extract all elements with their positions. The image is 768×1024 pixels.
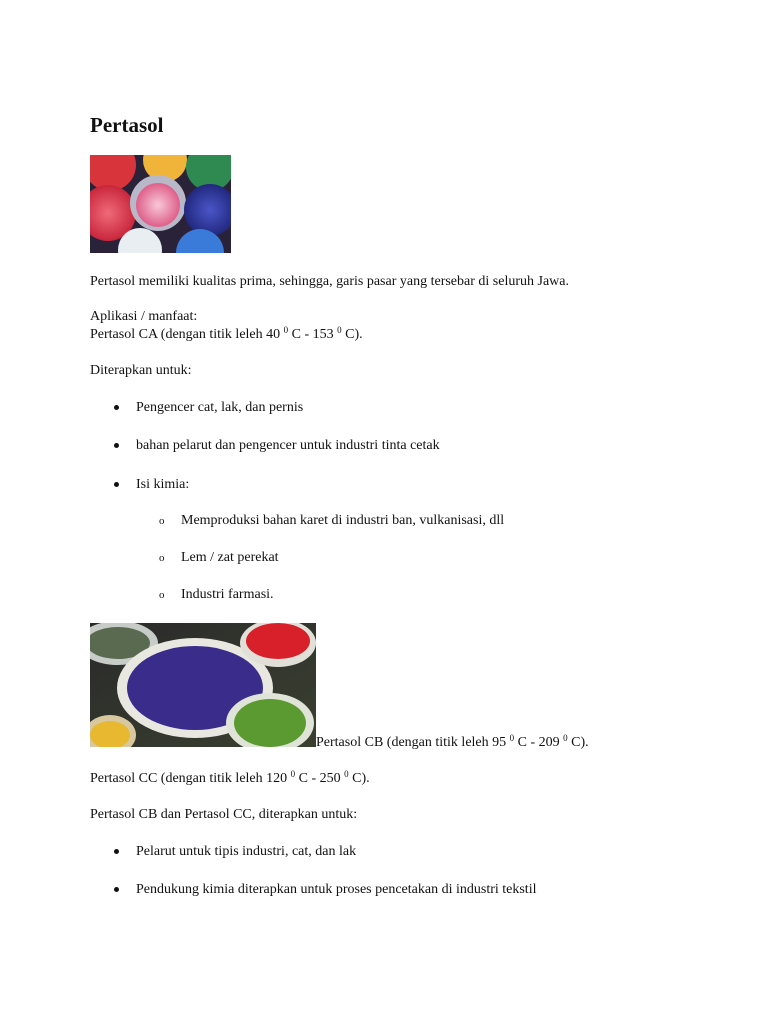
aplikasi-label: Aplikasi / manfaat: (90, 309, 198, 324)
pertasol-ca-line (90, 326, 363, 343)
circle-bullet-icon: o (159, 552, 165, 564)
cc-degree-1: 0 (290, 769, 296, 779)
cbcc-label: Pertasol CB dan Pertasol CC, diterapkan untuk: (90, 807, 358, 822)
ca-degree-1: 0 (283, 325, 289, 335)
list-item: Pendukung kimia diterapkan untuk proses pencetakan di industri tekstil (136, 882, 537, 897)
cb-degree-1: 0 (509, 733, 515, 743)
list-item: Isi kimia: (136, 477, 190, 492)
diterapkan-label: Diterapkan untuk: (90, 363, 192, 378)
ca-degree-2: 0 (337, 325, 342, 335)
cb-text-1: Pertasol CB (dengan titik leleh 95 (316, 735, 510, 750)
cc-degree-2: 0 (344, 769, 349, 779)
sub-list-item: Lem / zat perekat (181, 550, 279, 565)
bullet-icon (114, 482, 119, 487)
list-item: Pelarut untuk tipis industri, cat, dan lak (136, 844, 357, 859)
paint-cans-photo-1 (90, 155, 231, 253)
pertasol-cb-line (316, 734, 589, 751)
cc-text-3: C). (348, 771, 370, 786)
paint-cans-photo-2 (90, 623, 316, 747)
ca-text-2: C - 153 (288, 327, 338, 342)
sub-list-item: Industri farmasi. (181, 587, 274, 602)
cb-text-2: C - 209 (514, 735, 564, 750)
pertasol-cc-line (90, 770, 370, 787)
cb-text-3: C). (567, 735, 589, 750)
cb-degree-2: 0 (563, 733, 568, 743)
circle-bullet-icon: o (159, 515, 165, 527)
list-item: Pengencer cat, lak, dan pernis (136, 400, 304, 415)
ca-text-1: Pertasol CA (dengan titik leleh 40 (90, 327, 284, 342)
bullet-icon (114, 887, 119, 892)
bullet-icon (114, 443, 119, 448)
ca-text-3: C). (341, 327, 363, 342)
sub-list-item: Memproduksi bahan karet di industri ban, vulkanisasi, dll (181, 513, 505, 528)
bullet-icon (114, 849, 119, 854)
page-title: Pertasol (90, 113, 164, 137)
intro-paragraph: Pertasol memiliki kualitas prima, sehingga, garis pasar yang tersebar di seluruh Jawa. (90, 274, 569, 289)
list-item: bahan pelarut dan pengencer untuk industri tinta cetak (136, 438, 440, 453)
cc-text-2: C - 250 (295, 771, 345, 786)
bullet-icon (114, 405, 119, 410)
circle-bullet-icon: o (159, 589, 165, 601)
cc-text-1: Pertasol CC (dengan titik leleh 120 (90, 771, 291, 786)
